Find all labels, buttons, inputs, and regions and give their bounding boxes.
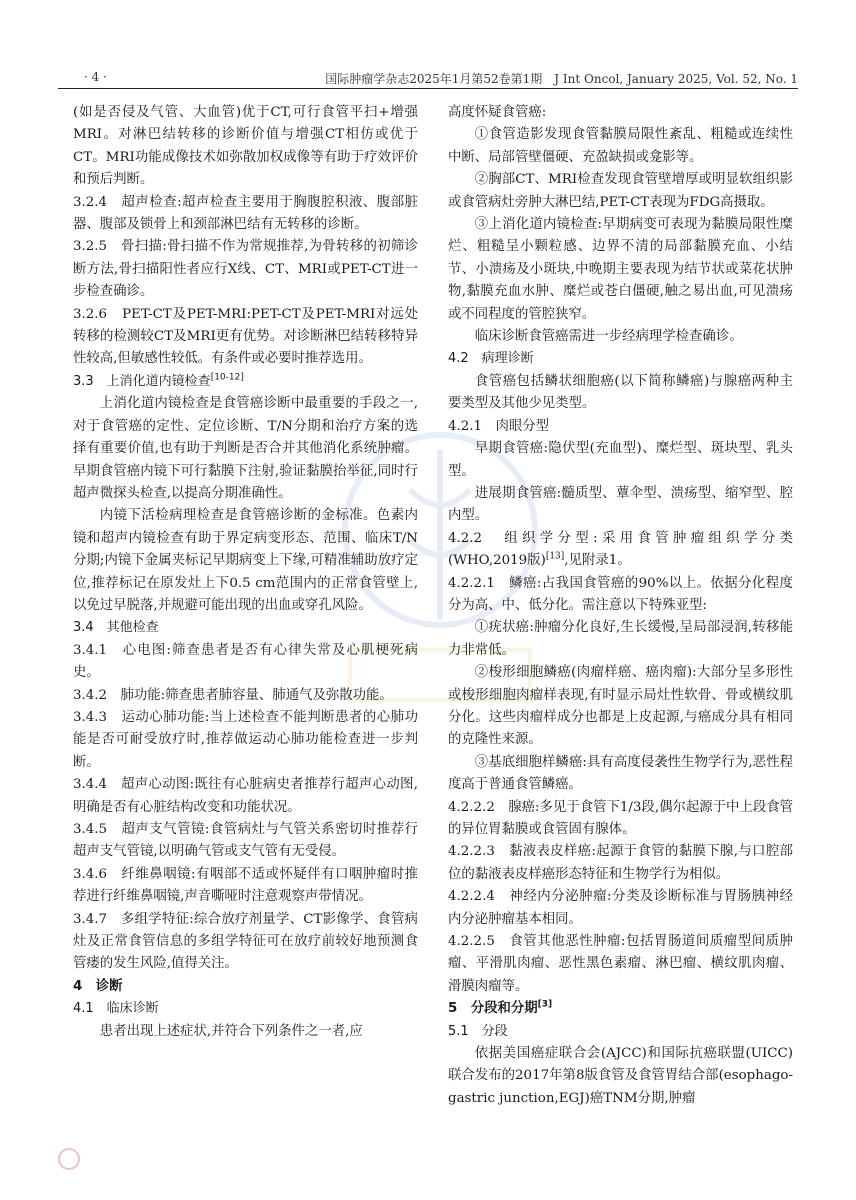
paragraph-text: 3.4.7 多组学特征:综合放疗剂量学、CT影像学、食管病灶及正常食管信息的多组学特征可在放疗前较好地预测食管瘘的发生风险,值得关注。 [73,911,418,972]
paragraph-text: 3.4 其他检查 [73,620,159,636]
paragraph-text: 5 分段和分期 [448,1001,538,1017]
paragraph [73,304,418,371]
page-number: · 4 · [84,70,107,84]
paragraph [448,124,793,169]
paragraph [448,102,793,124]
paragraph-text: 3.4.6 纤维鼻咽镜:有咽部不适或怀疑伴有口咽肿瘤时推荐进行纤维鼻咽镜,声音嘶哑时注意观察声带情况。 [73,866,418,905]
paragraph-text: 进展期食管癌:髓质型、蕈伞型、溃疡型、缩窄型、腔内型。 [448,485,793,524]
citation-ref: [3] [537,999,553,1010]
paragraph-text: ①疣状癌:肿瘤分化良好,生长缓慢,呈局部浸润,转移能力非常低。 [448,620,793,658]
section-heading [448,998,793,1020]
paragraph-text: 4.2.2.1 鳞癌:占我国食管癌的90%以上。依据分化程度分为高、中、低分化。需注意以下特殊亚型: [448,575,793,613]
running-header [58,66,798,88]
paragraph-text: ①食管造影发现食管黏膜局限性紊乱、粗糙或连续性中断、局部管壁僵硬、充盈缺损或龛影等。 [448,127,793,165]
paragraph [73,640,418,685]
paragraph-text: 3.4.4 超声心动图:既往有心脏病史者推荐行超声心动图,明确是否有心脏结构改变和功能状况。 [73,777,418,815]
paragraph [73,393,418,505]
paragraph-text: 4.1 临床诊断 [73,1001,159,1017]
paragraph-text: 早期食管癌:隐伏型(充血型)、糜烂型、斑块型、乳头型。 [448,441,793,479]
publisher-logo [58,1148,80,1172]
section-heading [73,998,418,1020]
citation-ref: [13] [545,551,565,562]
paragraph-text: 食管癌包括鳞状细胞癌(以下简称鳞癌)与腺癌两种主要类型及其他少见类型。 [448,373,793,412]
paragraph-text: 4.2.2 组织学分型:采用食管肿瘤组织学分类(WHO,2019版) [448,530,793,569]
paragraph [448,662,793,752]
paragraph-text-tail: ,见附录1。 [564,553,631,569]
paragraph-text: 上消化道内镜检查是食管癌诊断中最重要的手段之一,对于食管癌的定性、定位诊断、T/N分期和治疗方案的选择有重要价值,也有助于判断是否合并其他消化系统肿瘤。早期食管癌内镜下可行黏膜下注射,验证黏膜抬举征,同时行超声微探头检查,以提高分期准确性。 [73,396,418,501]
header-rule [58,88,798,89]
paragraph [73,236,418,303]
paragraph-text: ②胸部CT、MRI检查发现食管壁增厚或明显软组织影或食管病灶旁肿大淋巴结,PET-CT表现为FDG高摄取。 [448,172,793,210]
paragraph [448,617,793,662]
paragraph-text: ③上消化道内镜检查:早期病变可表现为黏膜局限性糜烂、粗糙呈小颗粒感、边界不清的局部黏膜充血、小结节、小溃疡及小斑块,中晚期主要表现为结节状或菜花状肿物,黏膜充血水肿、糜烂或苍白僵硬,触之易出血,可见溃疡或不同程度的管腔狭窄。 [448,217,793,322]
section-heading [73,617,418,639]
paragraph [448,573,793,618]
left-column [73,102,418,1043]
paragraph-text: 4.2.2.2 腺癌:多见于食管下1/3段,偶尔起源于中上段食管的异位胃黏膜或食管固有腺体。 [448,799,793,837]
paragraph [448,886,793,931]
seal-icon [58,1148,80,1170]
paragraph-text: ③基底细胞样鳞癌:具有高度侵袭性生物学行为,恶性程度高于普通食管鳞癌。 [448,754,793,793]
paragraph-text: 4.2 病理诊断 [448,351,534,367]
paragraph-text: 3.2.6 PET-CT及PET-MRI:PET-CT及PET-MRI对远处转移的检测较CT及MRI更有优势。对诊断淋巴结转移特异性较高,但敏感性较低。有条件或必要时推荐选用。 [73,306,418,367]
paragraph-text: 3.3 上消化道内镜检查 [73,373,211,389]
paragraph [448,169,793,214]
paragraph [448,214,793,326]
paragraph-text: 3.4.1 心电图:筛查患者是否有心律失常及心肌梗死病史。 [73,642,418,681]
paragraph [448,931,793,998]
paragraph-text: 3.4.2 肺功能:筛查患者肺容量、肺通气及弥散功能。 [73,687,393,703]
paragraph-text: 3.4.5 超声支气管镜:食管病灶与气管关系密切时推荐行超声支气管镜,以明确气管或支气管有无受侵。 [73,822,418,860]
paragraph-text: 4.2.1 肉眼分型 [448,418,550,434]
section-heading [73,371,418,393]
journal-citation: 国际肿瘤学杂志2025年1月第52卷第1期 J Int Oncol, January 2025, Vol. 52, No. 1 [325,72,798,86]
paragraph [448,438,793,483]
paragraph-text: 4 诊断 [73,978,123,994]
paragraph [73,909,418,976]
paragraph [448,528,793,573]
paragraph [448,841,793,886]
paragraph-text: 4.2.2.5 食管其他恶性肿瘤:包括胃肠道间质瘤型间质肿瘤、平滑肌肉瘤、恶性黑色素瘤、淋巴瘤、横纹肌肉瘤、滑膜肉瘤等。 [448,934,793,994]
citation-ref: [10-12] [210,372,244,383]
paragraph-text: 3.4.3 运动心肺功能:当上述检查不能判断患者的心肺功能是否可耐受放疗时,推荐做运动心肺功能检查进一步判断。 [73,709,418,770]
paragraph [73,819,418,864]
paragraph [448,1043,793,1110]
paragraph [73,102,418,192]
paragraph [448,797,793,842]
paragraph-text: 4.2.2.3 黏液表皮样癌:起源于食管的黏膜下腺,与口腔部位的黏液表皮样癌形态特征和生物学行为相似。 [448,844,793,882]
section-heading [448,348,793,370]
paragraph-text: (如是否侵及气管、大血管)优于CT,可行食管平扫+增强MRI。对淋巴结转移的诊断价值与增强CT相仿或优于CT。MRI功能成像技术如弥散加权成像等有助于疗效评价和预后判断。 [73,105,418,188]
right-column [448,102,793,1110]
paragraph [73,505,418,617]
paragraph-text: 高度怀疑食管癌: [448,105,547,120]
paragraph [73,864,418,909]
paragraph-text: 患者出现上述症状,并符合下列条件之一者,应 [99,1023,363,1039]
paragraph [73,192,418,237]
paragraph [73,774,418,819]
paragraph [73,707,418,774]
paragraph-text: 3.2.5 骨扫描:骨扫描不作为常规推荐,为骨转移的初筛诊断方法,骨扫描阳性者应行X线、CT、MRI或PET-CT进一步检查确诊。 [73,239,418,300]
paragraph [448,326,793,348]
paragraph [448,416,793,438]
paragraph-text: 临床诊断食管癌需进一步经病理学检查确诊。 [474,329,743,345]
paragraph-text: 5.1 分段 [448,1023,508,1039]
paragraph-text: 4.2.2.4 神经内分泌肿瘤:分类及诊断标准与胃肠胰神经内分泌肿瘤基本相同。 [448,889,793,927]
section-heading [448,1021,793,1043]
paragraph [73,1021,418,1043]
paragraph [448,371,793,416]
paragraph [448,483,793,528]
paragraph-text: 内镜下活检病理检查是食管癌诊断的金标准。色素内镜和超声内镜检查有助于界定病变形态、范围、临床T/N分期;内镜下金属夹标记早期病变上下缘,可精准辅助放疗定位,推荐标记在原发灶上下0.5 cm范围内的正常食管壁上,以免过早脱落,并规避可能出现的出血或穿孔风险。 [73,508,418,613]
paragraph-text: 3.2.4 超声检查:超声检查主要用于胸腹腔积液、腹部脏器、腹部及锁骨上和颈部淋巴结有无转移的诊断。 [73,194,418,233]
paragraph [448,752,793,797]
paragraph [73,685,418,707]
paragraph-text: 依据美国癌症联合会(AJCC)和国际抗癌联盟(UICC)联合发布的2017年第8版食管及食管胃结合部(esophago-gastric junction,EGJ)癌TNM分期,肿瘤 [448,1046,793,1106]
section-heading [73,976,418,998]
paragraph-text: ②梭形细胞鳞癌(肉瘤样癌、癌肉瘤):大部分呈多形性或梭形细胞肉瘤样表现,有时显示局灶性软骨、骨或横纹肌分化。这些肉瘤样成分也都是上皮起源,与癌成分具有相同的克隆性来源。 [448,665,793,748]
